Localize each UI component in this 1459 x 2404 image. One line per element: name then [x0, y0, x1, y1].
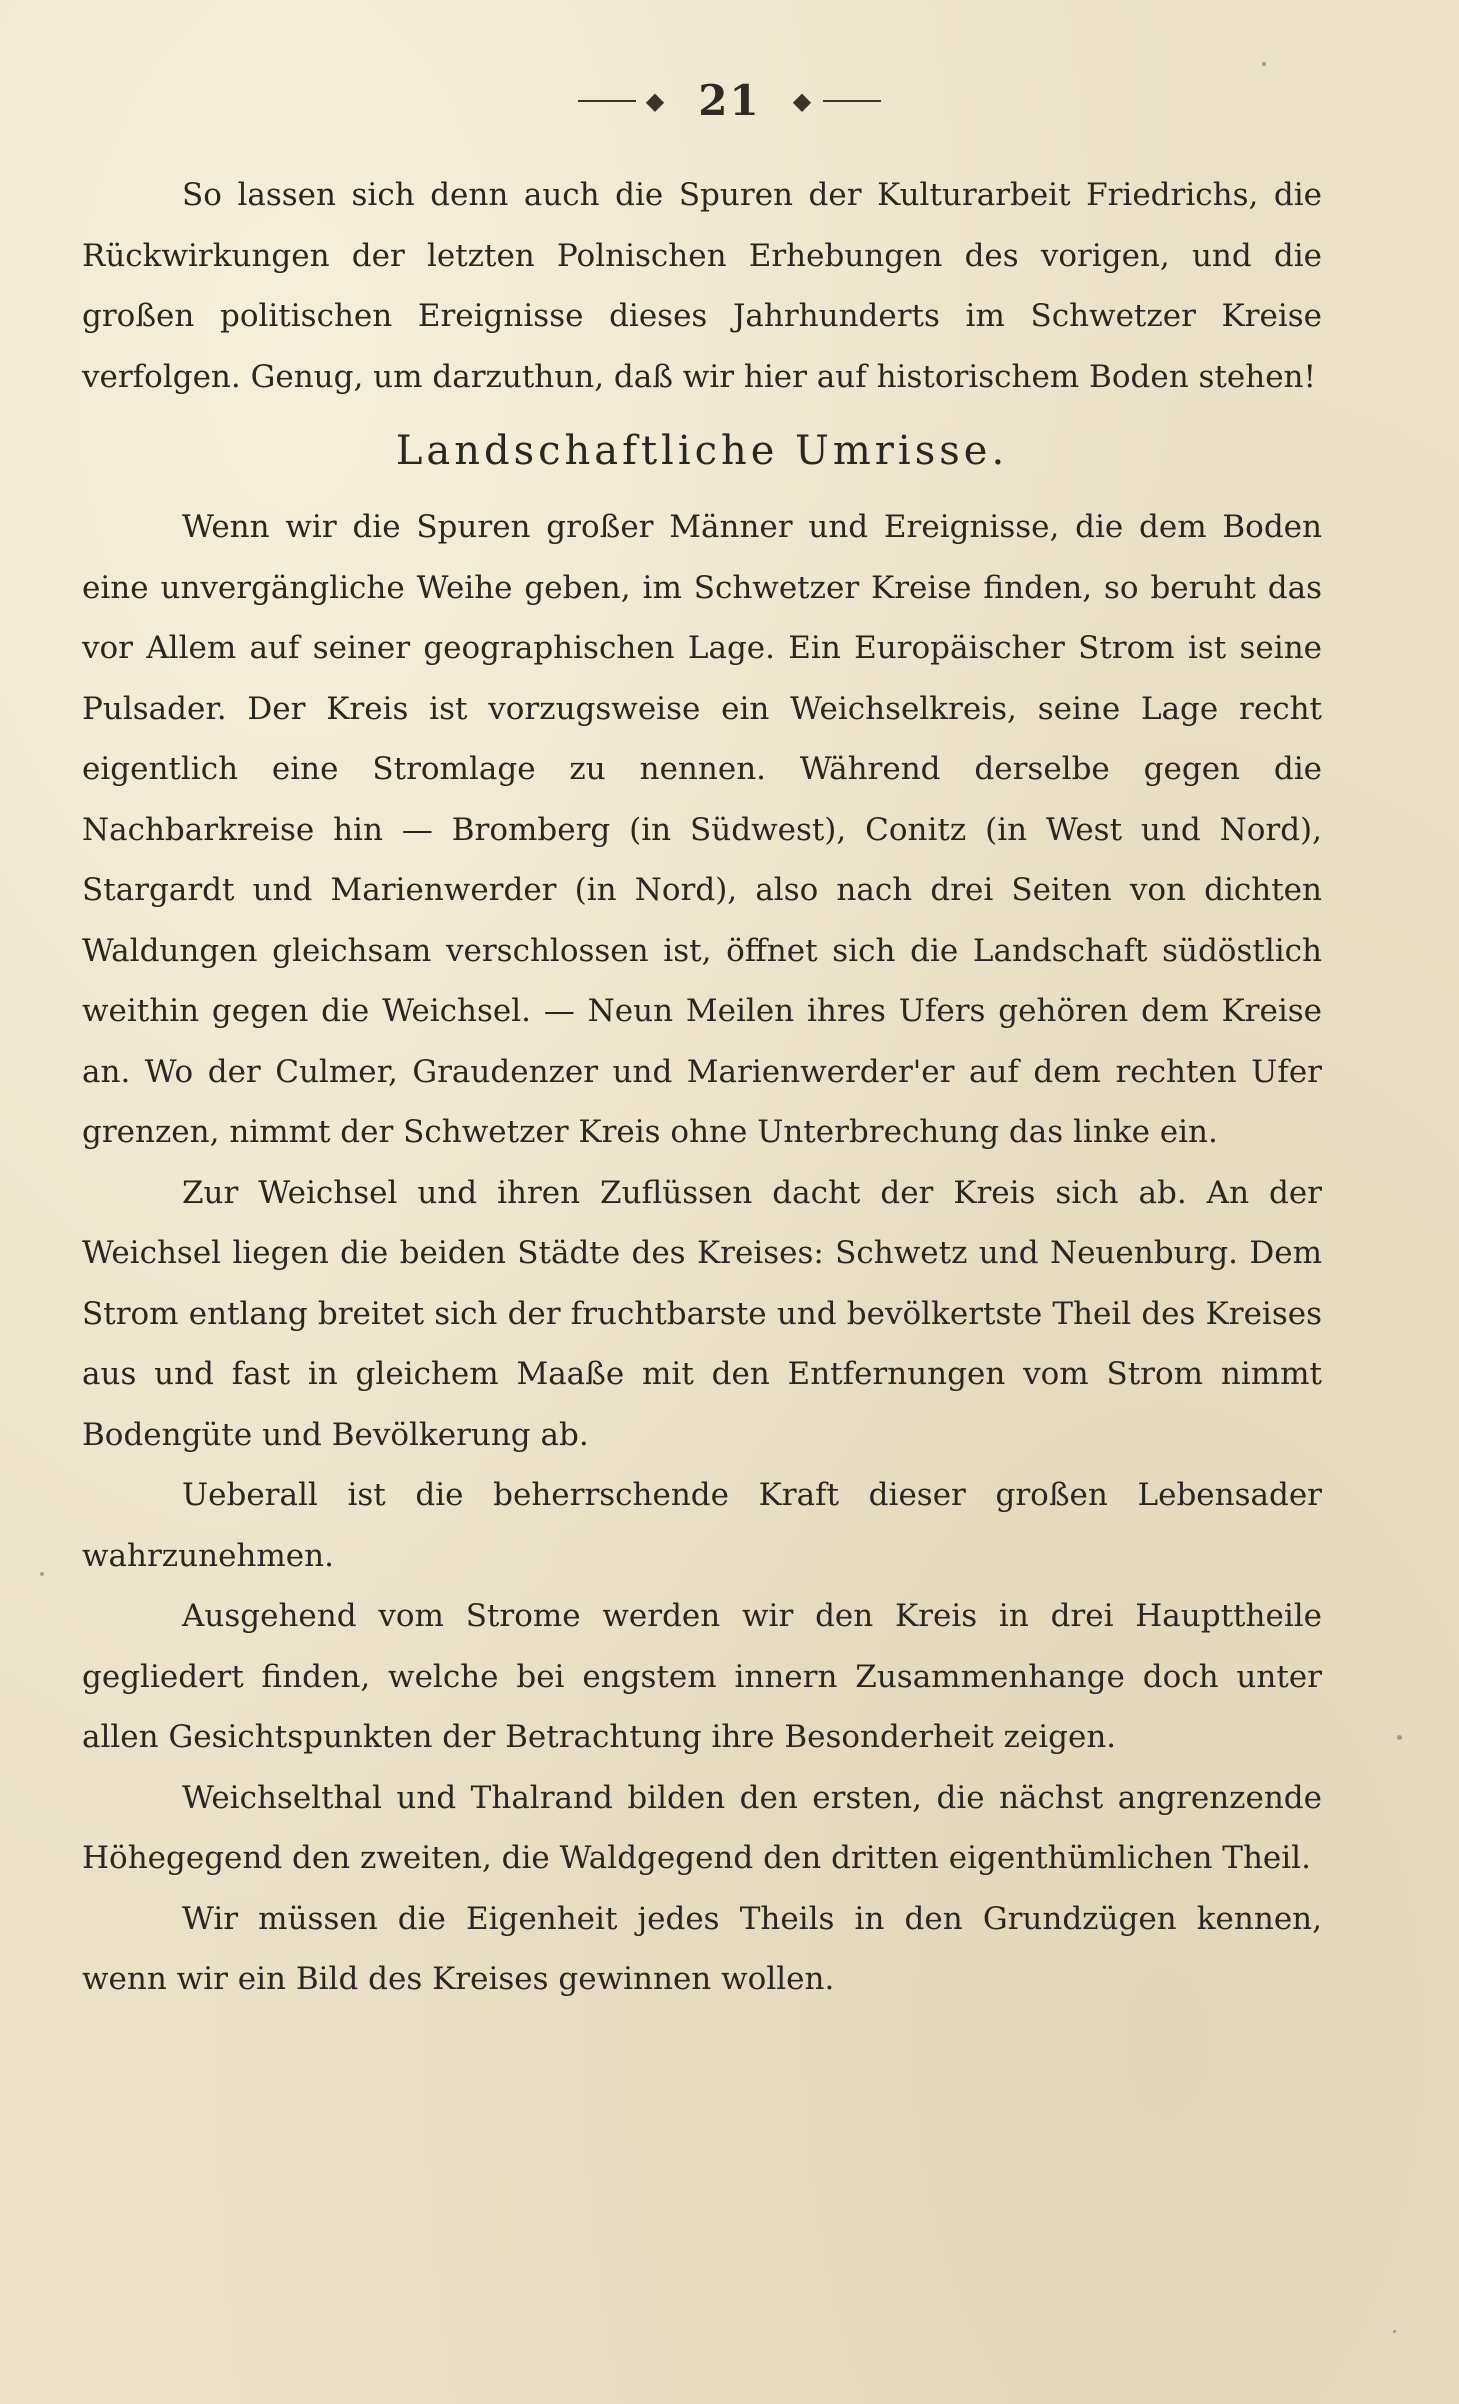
paragraph-5: Ausgehend vom Strome werden wir den Kreis in drei Haupttheile gegliedert finden, welche bei engstem innern Zusammenhange doch unter allen Gesichtspunkten der Betrachtung ihre Besonderheit zeigen.	[82, 1598, 1322, 1755]
paper-speck	[40, 1572, 44, 1576]
paper-speck	[1393, 2330, 1396, 2333]
header-rule-left	[578, 100, 636, 102]
paper-speck	[1397, 1735, 1402, 1740]
header-rule-right	[823, 100, 881, 102]
paragraph-3: Zur Weichsel und ihren Zuflüssen dacht der Kreis sich ab. An der Weichsel liegen die beiden Städte des Kreises: Schwetz und Neuenburg. Dem Strom entlang breitet sich der fruchtbarste und bevölkertste Theil des Kreises aus und fast in gleichem Maaße mit den Entfernungen vom Strom nimmt Bodengüte und Bevölkerung ab.	[82, 1174, 1322, 1453]
paragraph-7: Wir müssen die Eigenheit jedes Theils in den Grundzügen kennen, wenn wir ein Bild des Kreises gewinnen wollen.	[82, 1900, 1322, 1997]
paragraph-6: Weichselthal und Thalrand bilden den ersten, die nächst angrenzende Höhegegend den zweiten, die Waldgegend den dritten eigenthümlichen Theil.	[82, 1779, 1322, 1876]
header-ornament-right: ◆	[792, 87, 814, 115]
page-header	[0, 72, 1459, 127]
paragraph-4: Ueberall ist die beherrschende Kraft dieser großen Lebensader wahrzunehmen.	[82, 1477, 1322, 1574]
body-text	[82, 165, 1322, 2010]
header-ornament-left: ◆	[645, 87, 667, 115]
paragraph-1: So lassen sich denn auch die Spuren der Kulturarbeit Friedrichs, die Rückwirkungen der letzten Polnischen Erhebungen des vorigen, und die großen politischen Ereignisse dieses Jahrhunderts im Schwetzer Kreise verfolgen. Genug, um darzuthun, daß wir hier auf historischem Boden stehen!	[82, 177, 1322, 395]
paragraph-2: Wenn wir die Spuren großer Männer und Ereignisse, die dem Boden eine unvergängliche Weihe geben, im Schwetzer Kreise finden, so beruht das vor Allem auf seiner geographischen Lage. Ein Europäischer Strom ist seine Pulsader. Der Kreis ist vorzugsweise ein Weichselkreis, seine Lage recht eigentlich eine Stromlage zu nennen. Während derselbe gegen die Nachbarkreise hin — Bromberg (in Südwest), Conitz (in West und Nord), Stargardt und Marienwerder (in Nord), also nach drei Seiten von dichten Waldungen gleichsam verschlossen ist, öffnet sich die Landschaft südöstlich weithin gegen die Weichsel. — Neun Meilen ihres Ufers gehören dem Kreise an. Wo der Culmer, Graudenzer und Marienwerder'er auf dem rechten Ufer grenzen, nimmt der Schwetzer Kreis ohne Unterbrechung das linke ein.	[82, 509, 1322, 1150]
paper-speck	[1262, 62, 1266, 66]
page-number: 21	[698, 76, 761, 125]
section-heading: Landschaftliche Umrisse.	[395, 428, 1009, 474]
